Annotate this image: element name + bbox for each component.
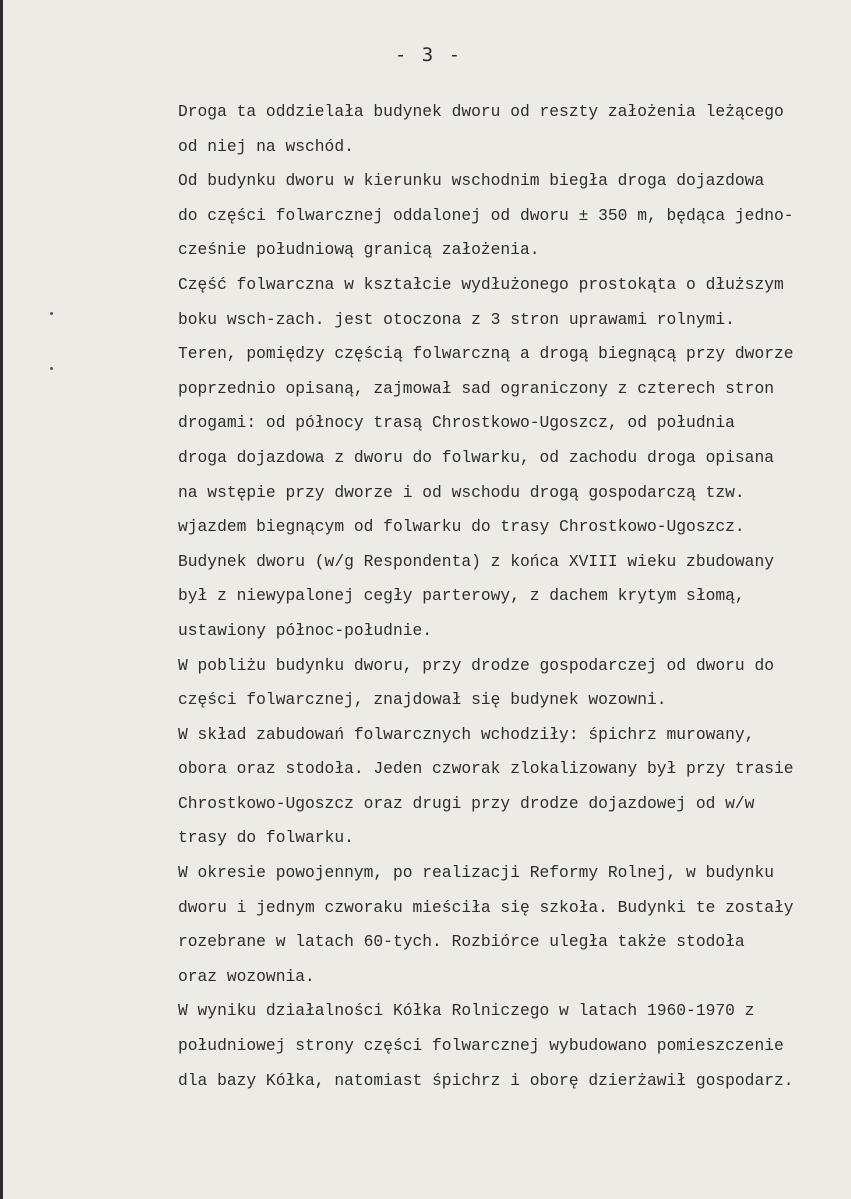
text-line: południowej strony części folwarcznej wybudowano pomieszczenie [178, 1036, 784, 1056]
text-line: W wyniku działalności Kółka Rolniczego w latach 1960-1970 z [178, 1001, 755, 1021]
text-line: poprzednio opisaną, zajmował sad ograniczony z czterech stron [178, 378, 774, 398]
text-line: obora oraz stodoła. Jeden czworak zlokalizowany był przy trasie [178, 759, 794, 779]
margin-mark [50, 367, 53, 370]
margin-mark [50, 312, 53, 315]
text-line: od niej na wschód. [178, 136, 354, 156]
text-line: Chrostkowo-Ugoszcz oraz drugi przy drodze dojazdowej od w/w [178, 793, 755, 813]
text-line: trasy do folwarku. [178, 828, 354, 848]
text-line: droga dojazdowa z dworu do folwarku, od zachodu droga opisana [178, 447, 774, 467]
text-line: na wstępie przy dworze i od wschodu drogą gospodarczą tzw. [178, 482, 745, 502]
text-line: był z niewypalonej cegły parterowy, z dachem krytym słomą, [178, 586, 745, 606]
page-number: - 3 - [394, 44, 463, 66]
text-line: do części folwarcznej oddalonej od dworu ± 350 m, będąca jedno- [178, 205, 794, 225]
text-line: boku wsch-zach. jest otoczona z 3 stron uprawami rolnymi. [178, 309, 735, 329]
text-line: W pobliżu budynku dworu, przy drodze gospodarczej od dworu do [178, 655, 774, 675]
text-line: rozebrane w latach 60-tych. Rozbiórce uległa także stodoła [178, 932, 745, 952]
text-line: W okresie powojennym, po realizacji Reformy Rolnej, w budynku [178, 863, 774, 883]
text-line: dworu i jednym czworaku mieściła się szkoła. Budynki te zostały [178, 897, 794, 917]
text-line: dla bazy Kółka, natomiast śpichrz i oborę dzierżawił gospodarz. [178, 1070, 794, 1090]
text-line: Od budynku dworu w kierunku wschodnim biegła droga dojazdowa [178, 171, 765, 191]
text-line: cześnie południową granicą założenia. [178, 240, 540, 260]
text-line: części folwarcznej, znajdował się budynek wozowni. [178, 690, 667, 710]
text-line: Część folwarczna w kształcie wydłużonego prostokąta o dłuższym [178, 274, 784, 294]
text-line: wjazdem biegnącym od folwarku do trasy Chrostkowo-Ugoszcz. [178, 517, 745, 537]
text-line: Budynek dworu (w/g Respondenta) z końca XVIII wieku zbudowany [178, 551, 774, 571]
text-line: oraz wozownia. [178, 966, 315, 986]
text-line: Teren, pomiędzy częścią folwarczną a drogą biegnącą przy dworze [178, 344, 794, 364]
text-line: ustawiony północ-południe. [178, 620, 433, 640]
text-line: Droga ta oddzielała budynek dworu od reszty założenia leżącego [178, 102, 784, 121]
text-line: drogami: od północy trasą Chrostkowo-Ugoszcz, od południa [178, 413, 735, 433]
body-text [178, 95, 851, 1098]
text-line: W skład zabudowań folwarcznych wchodziły: śpichrz murowany, [178, 724, 755, 744]
